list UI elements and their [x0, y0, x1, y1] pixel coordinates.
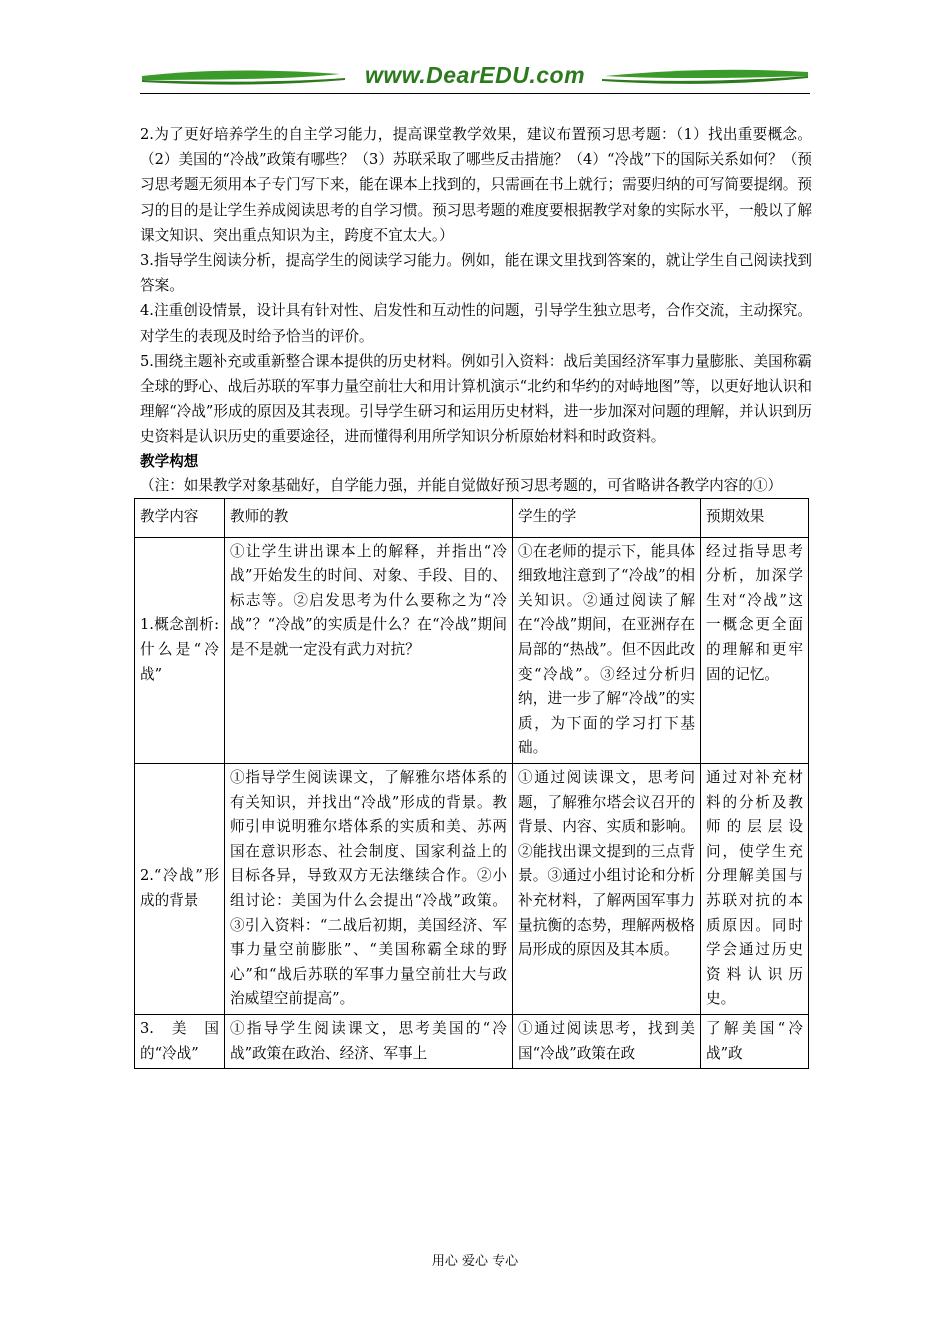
page-footer: 用心 爱心 专心 — [431, 1254, 519, 1269]
header-effect: 预期效果 — [701, 498, 809, 537]
cell-content: 1.概念剖析:什么是“冷战” — [135, 537, 225, 763]
cell-teacher: ①指导学生阅读课文，了解雅尔塔体系的有关知识，并找出“冷战”形成的背景。教师引申说明雅尔塔体系的实质和美、苏两国在意识形态、社会制度、国家利益上的目标各异，导致双方无法继续合作。②小组讨论：美国为什么会提出“冷战”政策。③引入资料：“二战后初期，美国经济、军事力量空前膨胀”、“美国称霸全球的野心”和“战后苏联的军事力量空前壮大与政治威望空前提高”。 — [225, 763, 513, 1014]
paragraph-5: 5.围绕主题补充或重新整合课本提供的历史材料。例如引入资料：战后美国经济军事力量膨胀、美国称霸全球的野心、战后苏联的军事力量空前壮大和用计算机演示“北约和华约的对峙地图”等，以更好地认识和理解“冷战”形成的原因及其表现。引导学生研习和运用历史材料，进一步加深对问题的理解，并认识到历史资料是认识历史的重要途径，进而懂得利用所学知识分析原始材料和时政资料。 — [140, 352, 812, 446]
document-body — [140, 122, 812, 1069]
header-content: 教学内容 — [135, 498, 225, 537]
teaching-plan-table — [134, 498, 809, 1069]
cell-student: ①在老师的提示下，能具体细致地注意到了“冷战”的相关知识。②通过阅读了解在“冷战”期间，在亚洲存在局部的“热战”。但不因此改变“冷战”。③经过分析归纳，进一步了解“冷战”的实质，为下面的学习打下基础。 — [513, 537, 701, 763]
cell-content: 3.美国的“冷战” — [135, 1014, 225, 1068]
cell-teacher: ①让学生讲出课本上的解释，并指出“冷战”开始发生的时间、对象、手段、目的、标志等。②启发思考为什么要称之为“冷战”？“冷战”的实质是什么？在“冷战”期间是不是就一定没有武力对抗？ — [225, 537, 513, 763]
table-row — [135, 537, 809, 763]
header-divider — [140, 93, 810, 94]
header-teacher: 教师的教 — [225, 498, 513, 537]
section-note: （注：如果教学对象基础好，自学能力强，并能自觉做好预习思考题的，可省略讲各教学内容的①） — [140, 476, 783, 494]
table-header-row — [135, 498, 809, 537]
cell-teacher: ①指导学生阅读课文，思考美国的“冷战”政策在政治、经济、军事上 — [225, 1014, 513, 1068]
section-title: 教学构想 — [140, 452, 199, 470]
cell-student: ①通过阅读思考，找到美国“冷战”政策在政 — [513, 1014, 701, 1068]
paragraph-4: 4.注重创设情景，设计具有针对性、启发性和互动性的问题，引导学生独立思考，合作交流，主动探究。对学生的表现及时给予恰当的评价。 — [140, 302, 812, 345]
page-header — [140, 62, 810, 94]
table-row — [135, 1014, 809, 1068]
paragraph-2: 2.为了更好培养学生的自主学习能力，提高课堂教学效果，建议布置预习思考题：（1）找出重要概念。（2）美国的“冷战”政策有哪些？（3）苏联采取了哪些反击措施？（4）“冷战”下的国际关系如何？（预习思考题无须用本子专门写下来，能在课本上找到的，只需画在书上就行；需要归纳的可写简要提纲。预习的目的是让学生养成阅读思考的自学习惯。预习思考题的难度要根据教学对象的实际水平，一般以了解课文知识、突出重点知识为主，跨度不宜太大。） — [140, 126, 812, 244]
cell-student: ①通过阅读课文，思考问题，了解雅尔塔会议召开的背景、内容、实质和影响。②能找出课文提到的三点背景。③通过小组讨论和分析补充材料，了解两国军事力量抗衡的态势，理解两极格局形成的原因及其本质。 — [513, 763, 701, 1014]
header-student: 学生的学 — [513, 498, 701, 537]
cell-effect: 经过指导思考分析，加深学生对“冷战”这一概念更全面的理解和更牢固的记忆。 — [701, 537, 809, 763]
table-row — [135, 763, 809, 1014]
cell-effect: 了解美国“冷战”政 — [701, 1014, 809, 1068]
site-logo: www.DearEDU.com — [364, 62, 586, 88]
cell-effect: 通过对补充材料的分析及教师的层层设问，使学生充分理解美国与苏联对抗的本质原因。同时学会通过历史资料认识历史。 — [701, 763, 809, 1014]
cell-content: 2.“冷战”形成的背景 — [135, 763, 225, 1014]
paragraph-3: 3.指导学生阅读分析，提高学生的阅读学习能力。例如，能在课文里找到答案的，就让学生自己阅读找到答案。 — [140, 252, 812, 295]
